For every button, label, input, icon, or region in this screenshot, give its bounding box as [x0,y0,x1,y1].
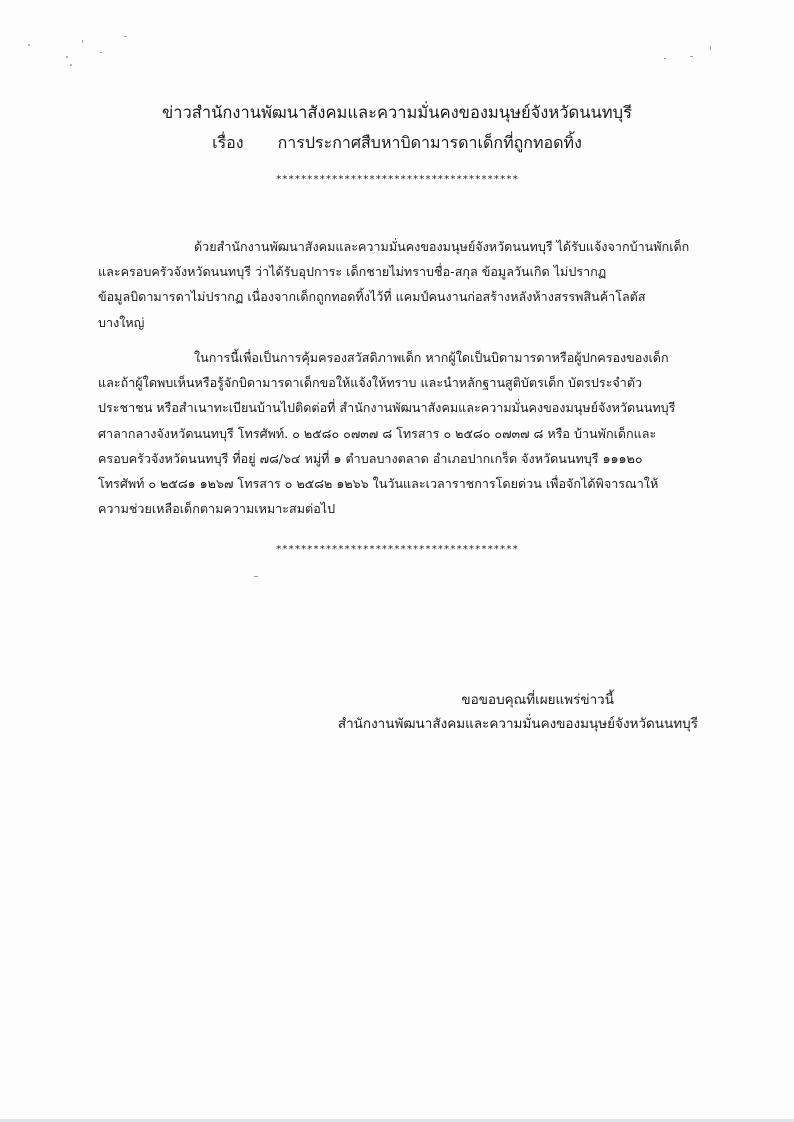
scan-speck [124,36,127,37]
separator-bottom: *************************************** [275,544,519,555]
closing-thanks: ขอขอบคุณที่เผยแพร่ข่าวนี้ [461,692,614,708]
paragraph-line: ด้วยสำนักงานพัฒนาสังคมและความมั่นคงของมนุษย์จังหวัดนนทบุรี ได้รับแจ้งจากบ้านพักเด็ก [194,239,690,254]
scan-speck [100,52,102,53]
subject-label: เรื่อง [212,133,244,152]
paragraph-line: ความช่วยเหลือเด็กตามความเหมาะสมต่อไป [98,501,336,517]
scan-speck [28,44,30,46]
paragraph-line: โทรศัพท์ ๐ ๒๕๘๑ ๑๒๖๗ โทรสาร ๐ ๒๕๘๒ ๑๒๖๖ ในวันและเวลาราชการโดยด่วน เพื่อจักได้พิจารณาให้ [98,476,659,492]
scan-speck [664,58,666,59]
paragraph-announcement [98,234,698,335]
paragraph-line: ข้อมูลบิดามารดาไม่ปรากฏ เนื่องจากเด็กถูกทอดทิ้งไว้ที่ แคมป์คนงานก่อสร้างหลังห้างสรรพสินค้าโลตัส [98,289,646,305]
subject-text: การประกาศสืบหาบิดามารดาเด็กที่ถูกทอดทิ้ง [277,133,582,152]
paragraph-line: และถ้าผู้ใดพบเห็นหรือรู้จักบิดามารดาเด็กขอให้แจ้งให้ทราบ และนำหลักฐานสูติบัตรเด็ก บัตรประจำตัว [98,375,643,391]
scan-speck [70,64,72,66]
scan-speck [66,56,68,58]
paragraph-line: และครอบครัวจังหวัดนนทบุรี ว่าได้รับอุปการะ เด็กชายไม่ทราบชื่อ-สกุล ข้อมูลวันเกิด ไม่ปรากฏ [98,264,607,280]
paragraph-line: ประชาชน หรือสำเนาทะเบียนบ้านไปติดต่อที่ สำนักงานพัฒนาสังคมและความมั่นคงของมนุษย์จังหวัดนนทบุรี [98,400,676,416]
scan-speck [690,56,693,57]
paragraph-line: ในการนี้เพื่อเป็นการคุ้มครองสวัสดิภาพเด็ก หากผู้ใดเป็นบิดามารดาหรือผู้ปกครองของเด็ก [194,350,669,365]
scan-speck [254,576,258,577]
closing-organization: สำนักงานพัฒนาสังคมและความมั่นคงของมนุษย์จังหวัดนนทบุรี [337,716,698,732]
document-subject [0,130,794,156]
paragraph-line: ศาลากลางจังหวัดนนทบุรี โทรศัพท์. ๐ ๒๕๘๐ ๐๗๓๗ ๘ โทรสาร ๐ ๒๕๘๐ ๐๗๓๗ ๘ หรือ บ้านพักเด็กและ [98,425,657,441]
scan-speck [82,40,83,43]
paragraph-contact [98,345,698,521]
document-title: ข่าวสำนักงานพัฒนาสังคมและความมั่นคงของมนุษย์จังหวัดนนทบุรี [162,103,632,122]
separator-top: *************************************** [275,174,519,185]
scan-speck [710,46,711,50]
paragraph-line: ครอบครัวจังหวัดนนทบุรี ที่อยู่ ๗๘/๖๔ หมู่ที่ ๑ ตำบลบางตลาด อำเภอปากเกร็ด จังหวัดนนทบุรี ๑๑๑๒๐ [98,450,643,466]
paragraph-line: บางใหญ่ [98,314,145,330]
